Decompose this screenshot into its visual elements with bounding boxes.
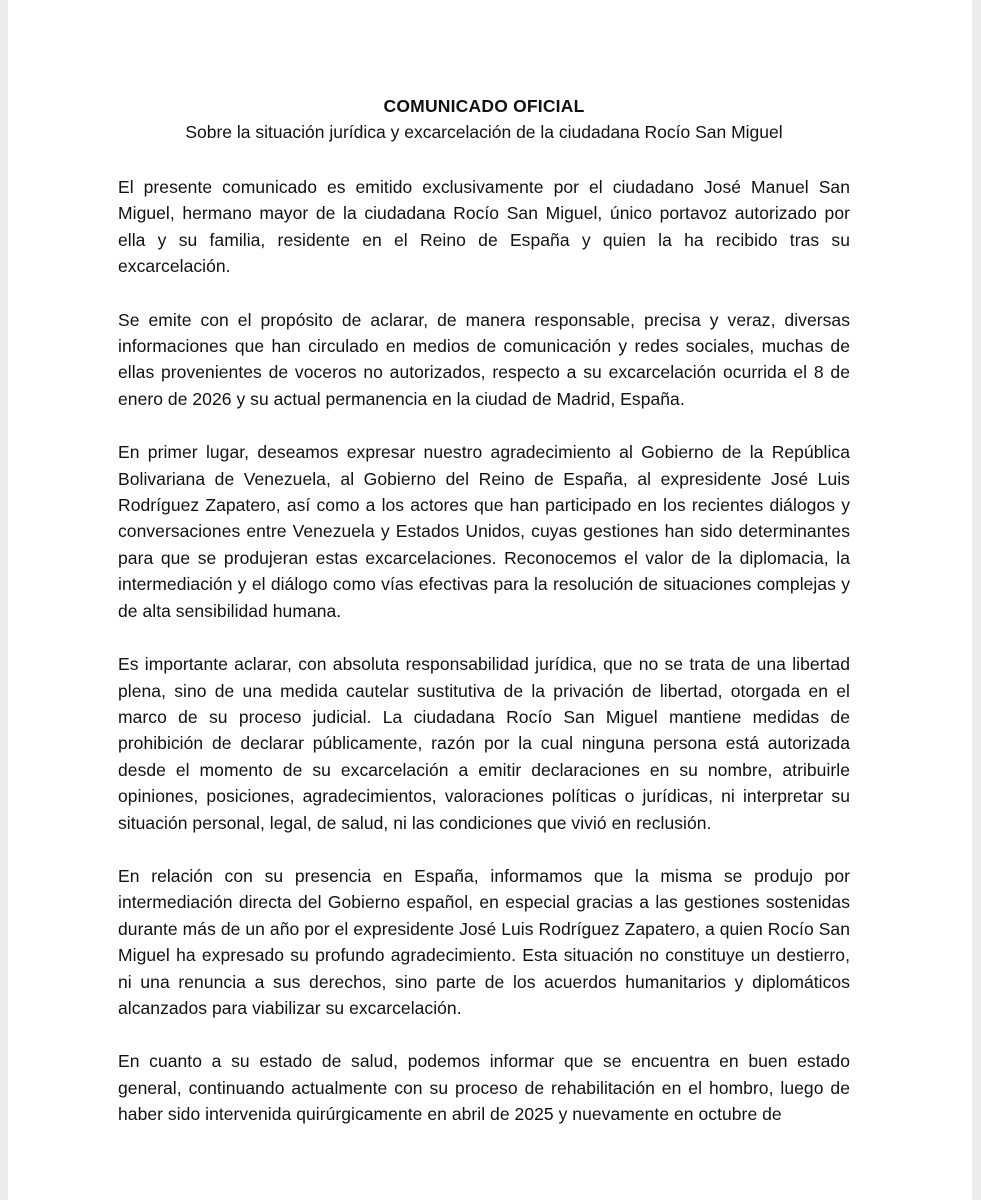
paragraph-5: En relación con su presencia en España, informamos que la misma se produjo por intermediación directa del Gobierno español, en especial gracias a las gestiones sostenidas durante más de un año por el expresidente José Luis Rodríguez Zapatero, a quien Rocío San Miguel ha expresado su profundo agradecimiento. Esta situación no constituye un destierro, ni una renuncia a sus derechos, sino parte de los acuerdos humanitarios y diplomáticos alcanzados para viabilizar su excarcelación. <box>118 865 850 1018</box>
paragraph-1: El presente comunicado es emitido exclusivamente por el ciudadano José Manuel San Miguel, hermano mayor de la ciudadana Rocío San Miguel, único portavoz autorizado por ella y su familia, residente en el Reino de España y quien la ha recibido tras su excarcelación. <box>118 177 850 277</box>
document-page <box>8 0 972 1200</box>
document-subtitle: Sobre la situación jurídica y excarcelación de la ciudadana Rocío San Miguel <box>185 122 783 142</box>
document-title: COMUNICADO OFICIAL <box>383 96 585 116</box>
paragraph-3: En primer lugar, deseamos expresar nuestro agradecimiento al Gobierno de la República Bolivariana de Venezuela, al Gobierno del Reino de España, al expresidente José Luis Rodríguez Zapatero, así como a los actores que han participado en los recientes diálogos y conversaciones entre Venezuela y Estados Unidos, cuyas gestiones han sido determinantes para que se produjeran estas excarcelaciones. Reconocemos el valor de la diplomacia, la intermediación y el diálogo como vías efectivas para la resolución de situaciones complejas y de alta sensibilidad humana. <box>118 442 850 621</box>
paragraph-2: Se emite con el propósito de aclarar, de manera responsable, precisa y veraz, diversas informaciones que han circulado en medios de comunicación y redes sociales, muchas de ellas provenientes de voceros no autorizados, respecto a su excarcelación ocurrida el 8 de enero de 2026 y su actual permanencia en la ciudad de Madrid, España. <box>118 309 850 409</box>
paragraph-4: Es importante aclarar, con absoluta responsabilidad jurídica, que no se trata de una libertad plena, sino de una medida cautelar sustitutiva de la privación de libertad, otorgada en el marco de su proceso judicial. La ciudadana Rocío San Miguel mantiene medidas de prohibición de declarar públicamente, razón por la cual ninguna persona está autorizada desde el momento de su excarcelación a emitir declaraciones en su nombre, atribuirle opiniones, posiciones, agradecimientos, valoraciones políticas o jurídicas, ni interpretar su situación personal, legal, de salud, ni las condiciones que vivió en reclusión. <box>118 654 850 833</box>
paragraph-6: En cuanto a su estado de salud, podemos informar que se encuentra en buen estado general, continuando actualmente con su proceso de rehabilitación en el hombro, luego de haber sido intervenida quirúrgicamente en abril de 2025 y nuevamente en octubre de <box>118 1051 850 1125</box>
